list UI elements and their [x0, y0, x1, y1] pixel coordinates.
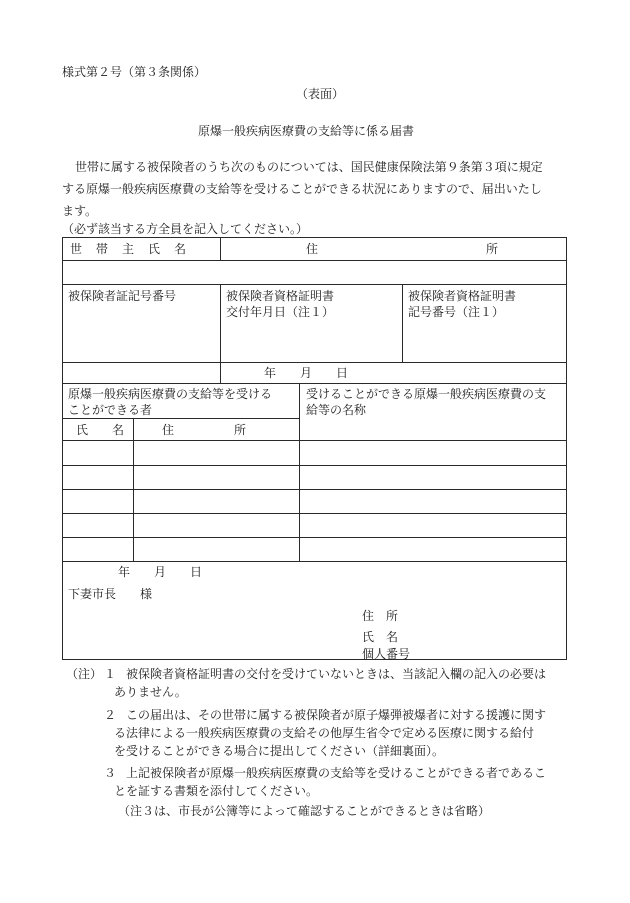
side-label: （表面） [296, 87, 345, 101]
form-number: 様式第２号（第３条関係） [62, 65, 207, 79]
cert-date-label-1: 被保険者資格証明書 [226, 289, 335, 303]
note-3-number: ３ [104, 766, 117, 780]
note-3-line-2: とを証する書類を添付してください。 [114, 784, 319, 798]
addressee: 下妻市長 様 [68, 587, 153, 601]
submit-date: 年 月 日 [118, 565, 203, 579]
benefit-label-1: 受けることができる原爆一般疾病医療費の支 [306, 387, 547, 401]
head-name-label: 世 帯 主 氏 名 [70, 242, 188, 256]
intro-line-2: する原爆一般疾病医療費の支給等を受けることができる状況にありますので、届出いたし [62, 182, 542, 196]
note-2-line-1: この届出は、その世帯に属する被保険者が原子爆弾被爆者に対する援護に関す [126, 708, 547, 722]
note-2-line-2: る法律による一般疾病医療費の支給その他厚生省令で定める医療に関する給付 [114, 726, 535, 740]
cert-number-label-2: 記号番号（注１） [408, 305, 505, 319]
cert-number-label-1: 被保険者資格証明書 [408, 289, 517, 303]
col-address-label: 住 所 [162, 423, 247, 437]
notes-footer: （注３は、市長が公簿等によって確認することができるときは省略） [118, 804, 491, 818]
col-name-label: 氏 名 [76, 423, 125, 437]
cert-date-label-2: 交付年月日（注１） [226, 305, 335, 319]
intro-line-1: 世帯に属する被保険者のうち次のものについては、国民健康保険法第９条第３項に規定 [75, 160, 543, 174]
note-3-line-1: 上記被保険者が原爆一般疾病医療費の支給等を受けることができる者であるこ [126, 766, 547, 780]
applicant-address-label: 住 所 [362, 609, 399, 623]
notes-label: （注） [66, 667, 103, 681]
note-2-line-3: を受けることができる場合に提出してください（詳細裏面）。 [114, 744, 445, 758]
note-1-line-2: ありません。 [114, 685, 187, 699]
note-1-line-1: 被保険者資格証明書の交付を受けていないときは、当該記入欄の記入の必要は [126, 667, 547, 681]
cert-date-ymd: 年 月 日 [264, 366, 349, 380]
applicant-id-label: 個人番号 [362, 647, 411, 661]
intro-line-3: ます。 [62, 204, 98, 218]
eligible-label-2: ことができる者 [68, 403, 153, 417]
insured-number-label: 被保険者証記号番号 [68, 289, 177, 303]
note-2-number: ２ [104, 708, 117, 722]
benefit-label-2: 給等の名称 [306, 403, 367, 417]
head-address-label: 住 所 [306, 242, 499, 256]
eligible-label-1: 原爆一般疾病医療費の支給等を受ける [68, 387, 273, 401]
instruction-text: （必ず該当する方全員を記入してください。） [62, 222, 309, 236]
page-title: 原爆一般疾病医療費の支給等に係る届書 [198, 124, 415, 138]
note-1-number: １ [104, 667, 117, 681]
applicant-name-label: 氏 名 [362, 630, 399, 644]
